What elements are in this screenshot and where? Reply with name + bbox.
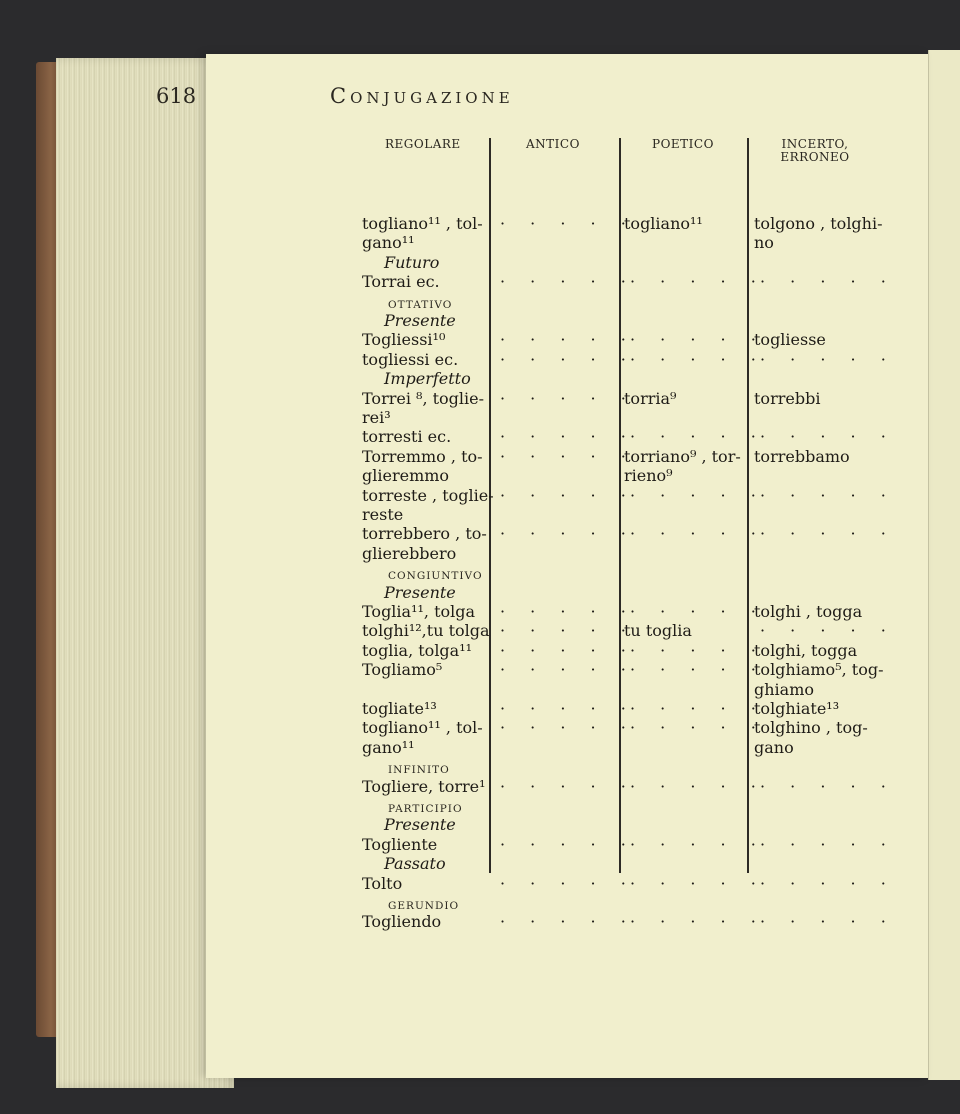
cell-regolare: torresti ec.	[362, 427, 452, 447]
cell-incerto: no	[754, 233, 774, 253]
tense-heading: Presente	[384, 582, 456, 602]
tense-heading: Futuro	[384, 252, 440, 272]
cell-poetico-dots: · · · · ·	[630, 776, 766, 796]
cell-incerto-dots: · · · · ·	[760, 912, 896, 932]
cell-regolare: Togliente	[362, 834, 438, 854]
cell-antico-dots: · · · · ·	[500, 699, 636, 718]
mood-heading: PARTICIPIO	[388, 803, 463, 815]
cell-incerto-dots: · · · · ·	[760, 621, 896, 641]
cell-incerto-dots: · · · · ·	[760, 524, 896, 544]
cell-regolare: Togliessi¹⁰	[362, 330, 446, 350]
cell-poetico-dots: · · · · ·	[630, 272, 766, 292]
cell-regolare: gano¹¹	[362, 233, 415, 253]
cell-antico-dots: · · · · ·	[500, 214, 636, 233]
mood-heading: CONGIUNTIVO	[388, 570, 483, 583]
cell-poetico-dots: · · · · ·	[630, 602, 766, 621]
cell-antico-dots: · · · · ·	[500, 912, 636, 932]
cell-incerto-dots: · · · · ·	[760, 873, 896, 893]
cell-poetico-dots: · · · · ·	[630, 660, 766, 680]
cell-incerto: tolghi , togga	[754, 602, 863, 621]
cell-poetico-dots: · · · · ·	[630, 524, 766, 544]
cell-poetico-dots: · · · · ·	[630, 640, 766, 660]
cell-poetico-dots: · · · · ·	[630, 330, 766, 350]
column-header-regolare: REGOLARE	[385, 137, 461, 151]
cell-incerto: torrebbi	[754, 388, 821, 408]
cell-regolare: Tolto	[362, 873, 403, 893]
cell-incerto-dots: · · · · ·	[760, 776, 896, 796]
cell-poetico: tu toglia	[624, 621, 692, 641]
cell-incerto: gano	[754, 737, 794, 757]
cell-regolare: rei³	[362, 408, 391, 427]
cell-regolare: reste	[362, 505, 404, 524]
cell-incerto: tolghi, togga	[754, 640, 858, 660]
cell-antico-dots: · · · · ·	[500, 330, 636, 350]
cell-regolare: Torrai ec.	[362, 272, 440, 292]
cell-poetico-dots: · · · · ·	[630, 349, 766, 369]
cell-incerto: tolghiamo⁵, tog-	[754, 660, 884, 680]
cell-poetico-dots: · · · · ·	[630, 427, 766, 447]
cell-incerto: tolghino , tog-	[754, 718, 868, 738]
cell-incerto: tolghiate¹³	[754, 699, 840, 718]
cell-antico-dots: · · · · ·	[500, 388, 636, 408]
cell-incerto: togliesse	[754, 330, 826, 350]
tense-heading: Presente	[384, 815, 456, 835]
cell-poetico: torria⁹	[624, 388, 677, 408]
cell-regolare: tolghi¹²,tu tolga	[362, 621, 490, 641]
cell-regolare: togliessi ec.	[362, 349, 459, 369]
cell-regolare: glieremmo	[362, 466, 450, 486]
cell-regolare: Torrei ⁸, toglie-	[362, 388, 485, 408]
tense-heading: Passato	[384, 854, 446, 874]
cell-antico-dots: · · · · ·	[500, 446, 636, 466]
tense-heading: Presente	[384, 311, 456, 330]
page-number: 618	[156, 84, 197, 108]
cell-regolare: togliate¹³	[362, 699, 437, 718]
cell-antico-dots: · · · · ·	[500, 640, 636, 660]
cell-antico-dots: · · · · ·	[500, 485, 636, 505]
cell-regolare: torreste , toglie-	[362, 485, 494, 505]
cell-antico-dots: · · · · ·	[500, 427, 636, 447]
column-header-poetico: POETICO	[652, 137, 714, 151]
cell-antico-dots: · · · · ·	[500, 873, 636, 893]
cell-regolare: togliano¹¹ , tol-	[362, 214, 483, 233]
cell-poetico-dots: · · · · ·	[630, 912, 766, 932]
mood-heading: INFINITO	[388, 764, 450, 777]
cell-regolare: Togliamo⁵	[362, 660, 443, 680]
cell-antico-dots: · · · · ·	[500, 621, 636, 641]
tense-heading: Imperfetto	[384, 369, 471, 389]
cell-antico-dots: · · · · ·	[500, 602, 636, 621]
cell-regolare: Toglia¹¹, tolga	[362, 602, 476, 621]
cell-antico-dots: · · · · ·	[500, 718, 636, 738]
facing-page	[928, 50, 960, 1080]
cell-regolare: Torremmo , to-	[362, 446, 483, 466]
cell-regolare: gano¹¹	[362, 737, 415, 757]
cell-incerto-dots: · · · · ·	[760, 485, 896, 505]
mood-heading: GERUNDIO	[388, 900, 460, 912]
cell-regolare: Togliere, torre¹	[362, 776, 486, 796]
cell-poetico: togliano¹¹	[624, 214, 703, 233]
cell-regolare: toglia, tolga¹¹	[362, 640, 473, 660]
cell-poetico-dots: · · · · ·	[630, 699, 766, 718]
cell-poetico-dots: · · · · ·	[630, 834, 766, 854]
cell-regolare: Togliendo	[362, 912, 442, 932]
page-title: Conjugazione	[330, 84, 514, 108]
cell-regolare: glierebbero	[362, 543, 457, 563]
cell-regolare: togliano¹¹ , tol-	[362, 718, 483, 738]
cell-poetico: torriano⁹ , tor-	[624, 446, 741, 466]
mood-heading: OTTATIVO	[388, 298, 453, 311]
cell-incerto-dots: · · · · ·	[760, 272, 896, 292]
cell-antico-dots: · · · · ·	[500, 524, 636, 544]
cell-incerto-dots: · · · · ·	[760, 349, 896, 369]
cell-poetico-dots: · · · · ·	[630, 718, 766, 738]
cell-antico-dots: · · · · ·	[500, 272, 636, 292]
cell-incerto: ghiamo	[754, 679, 815, 699]
cell-incerto: tolgono , tolghi-	[754, 214, 883, 233]
cell-antico-dots: · · · · ·	[500, 349, 636, 369]
cell-poetico-dots: · · · · ·	[630, 873, 766, 893]
column-header-antico: ANTICO	[526, 137, 580, 151]
cell-incerto-dots: · · · · ·	[760, 834, 896, 854]
cell-poetico-dots: · · · · ·	[630, 485, 766, 505]
column-divider	[489, 138, 491, 873]
cell-incerto: torrebbamo	[754, 446, 850, 466]
cell-antico-dots: · · · · ·	[500, 834, 636, 854]
column-divider	[619, 138, 621, 873]
cell-antico-dots: · · · · ·	[500, 660, 636, 680]
column-divider	[747, 138, 749, 873]
cell-antico-dots: · · · · ·	[500, 776, 636, 796]
cell-poetico: rieno⁹	[624, 466, 673, 486]
column-header-incerto: INCERTO, ERRONEO	[780, 137, 850, 164]
cell-regolare: torrebbero , to-	[362, 524, 487, 544]
book	[30, 40, 960, 1100]
cell-incerto-dots: · · · · ·	[760, 427, 896, 447]
